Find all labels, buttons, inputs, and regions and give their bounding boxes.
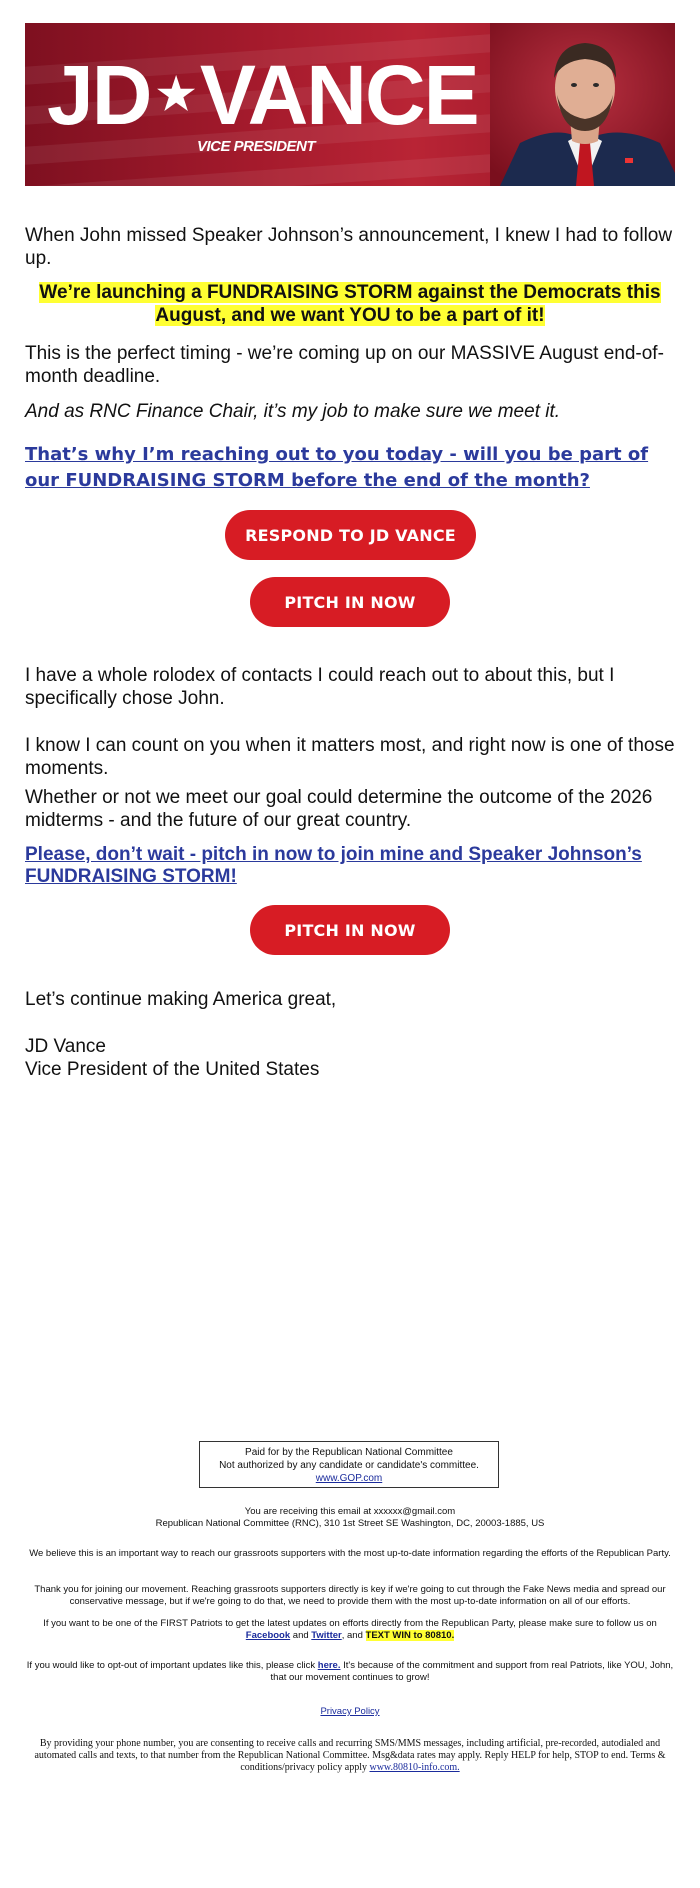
and-text: and: [292, 1630, 309, 1641]
count-on-you-paragraph: I know I can count on you when it matters most, and right now is one of those moments.: [25, 735, 675, 779]
intro-paragraph: When John missed Speaker Johnson’s announcement, I knew I had to follow up.: [25, 225, 673, 269]
disclaimer-box: [199, 1441, 499, 1488]
optout-text-2: It's because of the commitment and support from real Patriots, like YOU, John, that our movement continues to grow!: [270, 1660, 674, 1683]
star-icon: ★: [156, 70, 194, 119]
important-notice: We believe this is an important way to reach our grassroots supporters with the most up-to-date information regarding the efforts of the Republican Party.: [29, 1548, 671, 1559]
privacy-row: [25, 1706, 675, 1718]
optout-notice: [25, 1660, 675, 1684]
highlight-announcement: [25, 281, 675, 327]
rnc-address: Republican National Committee (RNC), 310 1st Street SE Washington, DC, 20003-1885, US: [155, 1518, 545, 1529]
follow-text: If you want to be one of the FIRST Patriots to get the latest updates on efforts directly from the Republican Party, please make sure to follow us on: [43, 1618, 657, 1629]
banner-name-left: JD: [47, 48, 151, 142]
midterms-paragraph: Whether or not we meet our goal could determine the outcome of the 2026 midterms - and the future of our great country.: [25, 787, 653, 831]
deadline-paragraph: This is the perfect timing - we’re coming up on our MASSIVE August end-of-month deadline.: [25, 343, 664, 387]
rolodex-paragraph: I have a whole rolodex of contacts I could reach out to about this, but I specifically chose John.: [25, 665, 615, 709]
sms-info-link[interactable]: www.80810-info.com.: [369, 1762, 460, 1773]
banner-title: [47, 48, 478, 142]
and-text-2: , and: [341, 1630, 363, 1641]
text-win-highlight: TEXT WIN to 80810.: [365, 1630, 455, 1641]
disclaimer-paid: Paid for by the Republican National Committee: [245, 1447, 453, 1458]
join-storm-link[interactable]: Please, don’t wait - pitch in now to join mine and Speaker Johnson’s FUNDRAISING STORM!: [25, 844, 642, 887]
banner-name-right: VANCE: [199, 48, 478, 142]
receiving-notice: [25, 1506, 675, 1530]
portrait-image: [490, 23, 675, 186]
sms-consent-text: By providing your phone number, you are consenting to receive calls and recurring SMS/MMS messages, including artificial, pre-recorded, autodialed and automated calls and texts, to that number from the Republican National Committee. Msg&data rates may apply. Reply HELP for help, STOP to end. Terms & conditions/privacy policy apply: [34, 1738, 666, 1773]
optout-text: If you would like to opt-out of important updates like this, please click: [26, 1660, 316, 1671]
optout-link[interactable]: here.: [317, 1660, 341, 1671]
sms-consent: [25, 1738, 675, 1774]
facebook-link[interactable]: Facebook: [245, 1630, 291, 1641]
banner-subtitle: VICE PRESIDENT: [197, 138, 316, 155]
highlight-line-2: August, and we want YOU to be a part of it!: [155, 305, 545, 326]
pitch-in-button-2[interactable]: PITCH IN NOW: [250, 905, 450, 955]
gop-link[interactable]: www.GOP.com: [315, 1473, 383, 1484]
respond-button[interactable]: RESPOND TO JD VANCE: [225, 510, 476, 560]
signature-title: Vice President of the United States: [25, 1059, 320, 1080]
disclaimer-authorized: Not authorized by any candidate or candidate's committee.: [219, 1460, 479, 1471]
finance-chair-paragraph: And as RNC Finance Chair, it’s my job to make sure we meet it.: [25, 401, 561, 422]
follow-notice: [25, 1618, 675, 1642]
closing-line: Let’s continue making America great,: [25, 989, 337, 1010]
privacy-policy-link[interactable]: Privacy Policy: [320, 1706, 380, 1717]
signature-name: JD Vance: [25, 1036, 106, 1057]
thanks-notice: Thank you for joining our movement. Reaching grassroots supporters directly is key if we're going to cut through the Fake News media and spread our conservative message, but if we're going to do that, we need to provide them with the most up-to-date information on all of our efforts.: [34, 1584, 666, 1607]
fundraising-storm-link[interactable]: That’s why I’m reaching out to you today - will you be part of our FUNDRAISING STORM before the end of the month?: [25, 444, 649, 491]
header-banner[interactable]: [25, 23, 675, 186]
twitter-link[interactable]: Twitter: [311, 1630, 342, 1641]
receiving-email: You are receiving this email at xxxxxx@gmail.com: [244, 1506, 456, 1517]
pitch-in-button[interactable]: PITCH IN NOW: [250, 577, 450, 627]
highlight-line-1: We’re launching a FUNDRAISING STORM against the Democrats this: [39, 282, 661, 303]
